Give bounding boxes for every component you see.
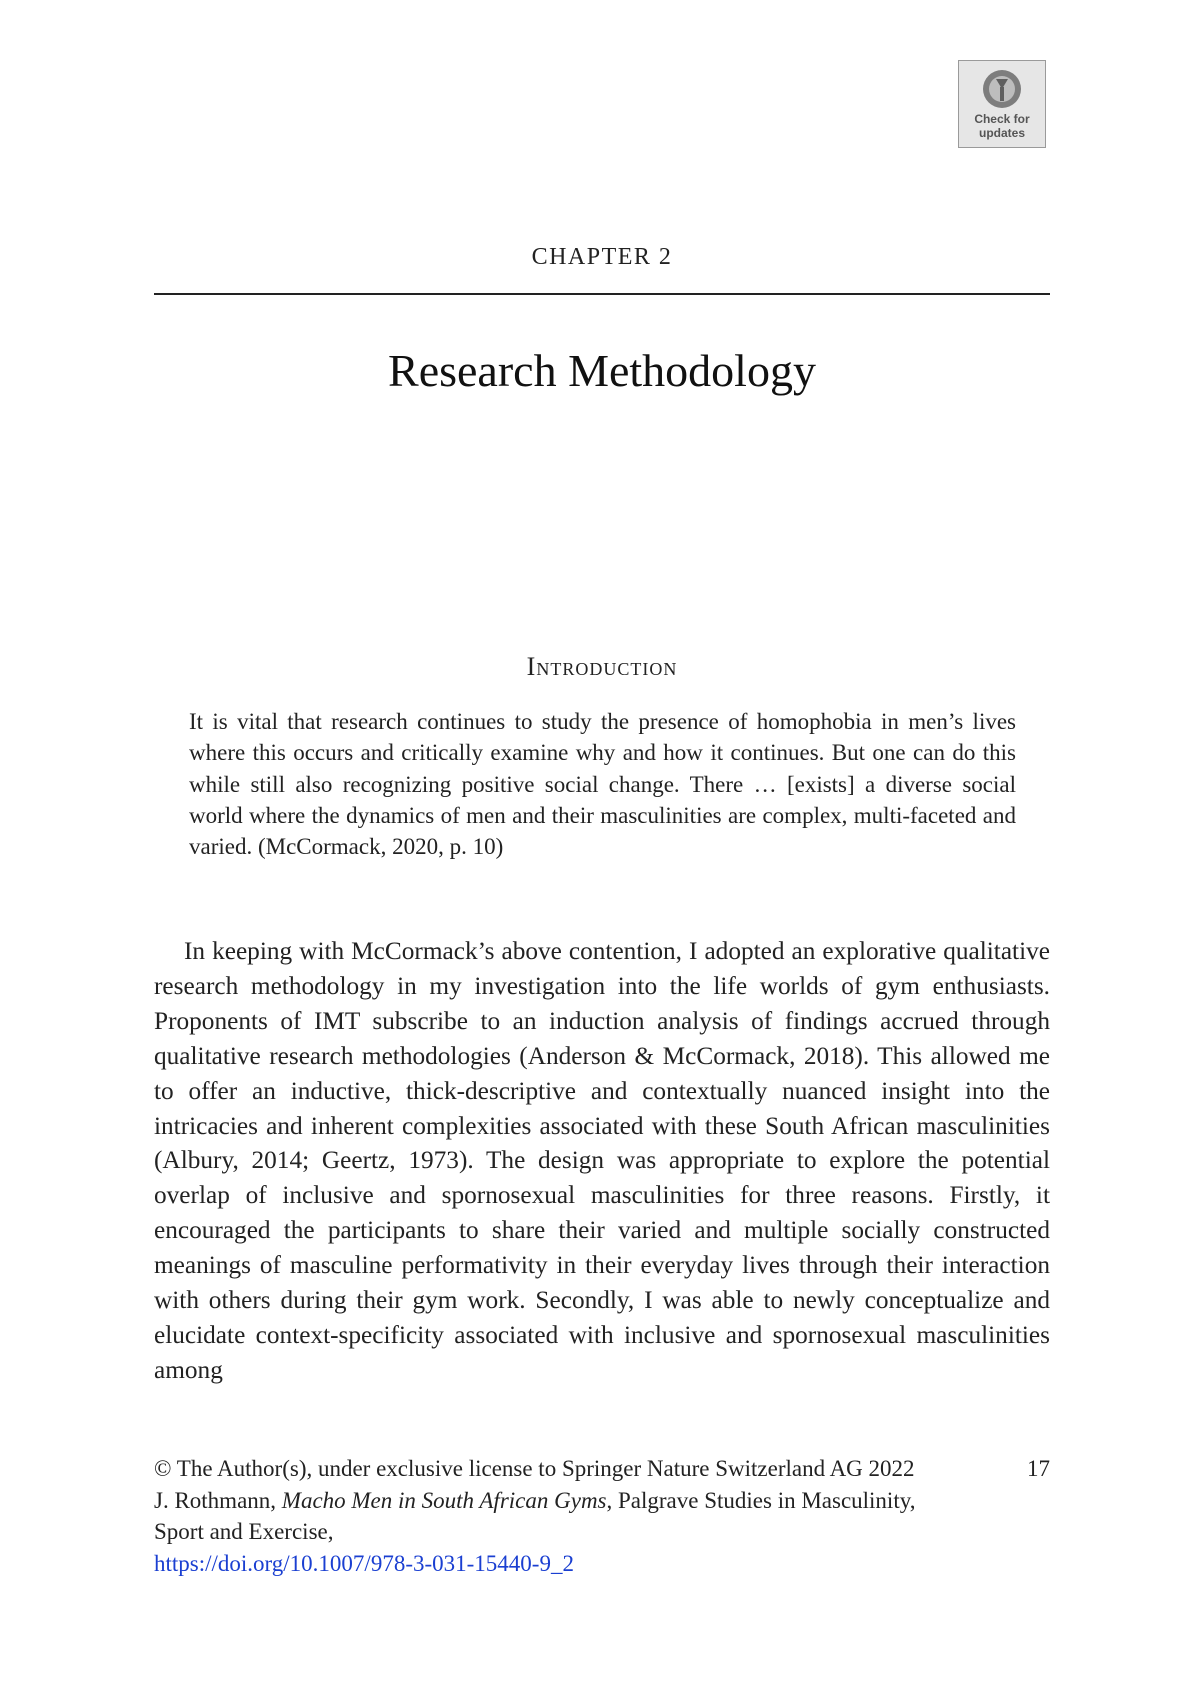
check-for-updates-badge[interactable] xyxy=(958,60,1046,148)
copyright-notice: © The Author(s), under exclusive license to Springer Nature Switzerland AG 2022 xyxy=(154,1456,915,1481)
series-name: , Palgrave Studies in Masculinity, Sport and Exercise, xyxy=(154,1487,916,1544)
chapter-title: Research Methodology xyxy=(388,345,816,396)
author-name: J. Rothmann, xyxy=(154,1487,277,1513)
chapter-label: CHAPTER 2 xyxy=(531,244,673,270)
chapter-divider xyxy=(154,293,1050,295)
copyright-footer xyxy=(154,1453,924,1579)
section-heading: Introduction xyxy=(526,652,678,681)
citation-line xyxy=(154,1485,924,1548)
doi-link[interactable]: https://doi.org/10.1007/978-3-031-15440-9_2 xyxy=(154,1550,574,1576)
badge-label-line1: Check for xyxy=(974,112,1030,126)
page-number: 17 xyxy=(1027,1456,1050,1481)
badge-label-line2: updates xyxy=(978,126,1025,140)
update-circle-icon xyxy=(980,67,1024,111)
body-paragraph: In keeping with McCormack’s above contention, I adopted an explorative qualitative research methodology in my investigation into the life worlds of gym enthusiasts. Proponents of IMT subscribe to an induction analysis of findings accrued through qualitative research methodologies (Anderson & McCormack, 2018). This allowed me to offer an inductive, thick-descriptive and contextually nuanced insight into the intricacies and inherent complexities associated with these South African masculinities (Albury, 2014; Geertz, 1973). The design was appropriate to explore the potential overlap of inclusive and spornosexual masculinities for three reasons. Firstly, it encouraged the participants to share their varied and multiple socially constructed meanings of masculine performativity in their everyday lives through their interaction with others during their gym work. Secondly, I was able to newly conceptualize and elucidate context-specificity associated with inclusive and spornosexual masculinities among xyxy=(154,937,1050,1384)
book-title: Macho Men in South African Gyms xyxy=(281,1487,607,1513)
epigraph-quote: It is vital that research continues to study the presence of homophobia in men’s lives where this occurs and critically examine why and how it continues. But one can do this while still also recognizing positive social change. There … [exists] a diverse social world where the dynamics of men and their masculinities are complex, multi-faceted and varied. (McCormack, 2020, p. 10) xyxy=(189,709,1016,860)
